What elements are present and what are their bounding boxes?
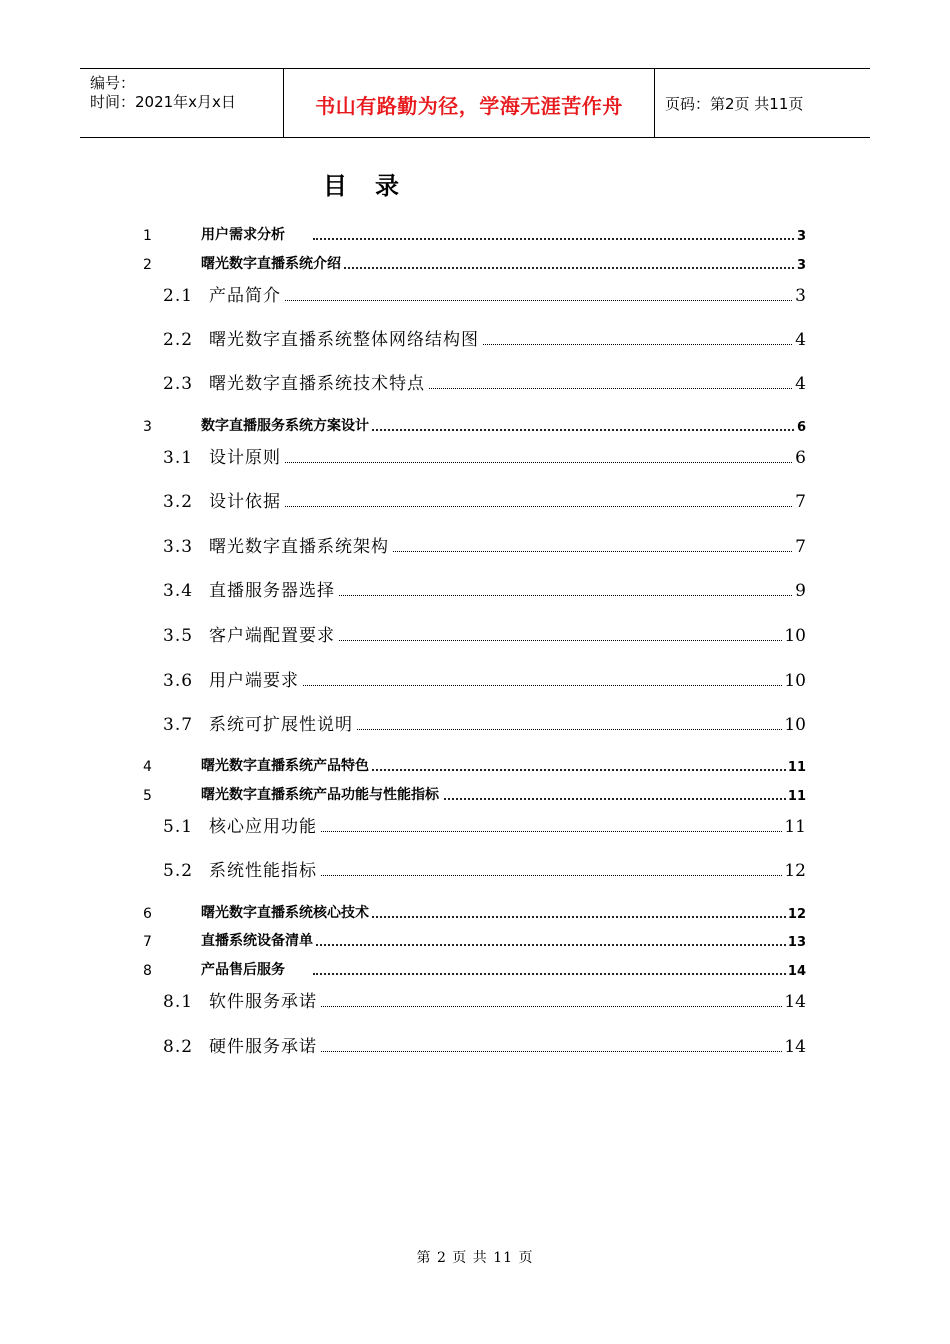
toc-entry[interactable] [143,531,806,557]
toc-entry[interactable] [143,575,806,601]
toc-entry[interactable] [143,324,806,350]
toc-entry-number: 3.5 [163,626,194,646]
toc-leader-dots [313,944,806,946]
header-page-info: 页码：第2页 共11页 [665,95,804,113]
toc-entry[interactable] [143,811,806,837]
toc-entry-page: 12 [784,861,806,881]
toc-entry-title: 用户端要求 [209,666,302,691]
toc-entry-page: 12 [787,907,806,922]
toc-entry-page: 7 [795,492,806,512]
toc-entry-page: 10 [784,671,806,691]
toc-entry-number: 3.1 [163,448,194,468]
document-time-label: 时间：2021年x月x日 [90,93,236,111]
toc-entry[interactable] [143,782,806,804]
header-meta-cell [80,69,283,137]
toc-entry-title: 曙光数字直播系统核心技术 [201,902,372,922]
toc-entry-number: 1 [143,228,152,244]
toc-entry[interactable] [143,928,806,950]
toc-entry-title: 用户需求分析 [201,224,288,244]
toc-entry-number: 8.1 [163,992,194,1012]
toc-entry[interactable] [143,251,806,273]
toc-leader-dots [313,429,806,431]
toc-entry[interactable] [143,620,806,646]
toc-entry-number: 3.3 [163,537,194,557]
toc-leader-dots [283,685,806,686]
header-page-cell [655,69,870,137]
header-motto: 书山有路勤为径，学海无涯苦作舟 [315,94,623,118]
toc-leader-dots [283,729,806,730]
toc-entry-title: 产品售后服务 [201,959,288,979]
toc-entry-page: 14 [787,964,806,979]
toc-entry-number: 4 [143,759,152,775]
toc-entry-number: 2.2 [163,330,194,350]
toc-entry-page: 14 [784,992,806,1012]
toc-entry[interactable] [143,900,806,922]
toc-entry-number: 5 [143,788,152,804]
document-number-label: 编号： [90,74,136,92]
toc-title: 目录 [323,172,427,200]
toc-leader-dots [283,831,806,832]
toc-entry-title: 直播系统设备清单 [201,930,316,950]
toc-entry[interactable] [143,442,806,468]
toc-entry[interactable] [143,413,806,435]
toc-leader-dots [313,973,806,975]
toc-entry-page: 3 [795,286,806,306]
toc-entry-number: 3 [143,419,152,435]
toc-entry[interactable] [143,665,806,691]
toc-entry-title: 系统可扩展性说明 [209,710,356,735]
toc-entry[interactable] [143,957,806,979]
toc-leader-dots [283,875,806,876]
toc-entry-page: 6 [795,448,806,468]
toc-entry-title: 软件服务承诺 [209,987,320,1012]
toc-entry[interactable] [143,1031,806,1057]
toc-entry-title: 硬件服务承诺 [209,1032,320,1057]
toc-leader-dots [283,595,806,596]
toc-entry-number: 8.2 [163,1037,194,1057]
toc-entry-title: 设计依据 [209,487,284,512]
toc-entry-number: 3.4 [163,581,194,601]
toc-leader-dots [283,506,806,507]
toc-entry-page: 3 [796,229,806,244]
toc-entry[interactable] [143,368,806,394]
toc-entry-title: 曙光数字直播系统产品功能与性能指标 [201,784,442,804]
toc-entry-title: 设计原则 [209,443,284,468]
toc-entry-page: 4 [795,374,806,394]
toc-entry-title: 核心应用功能 [209,812,320,837]
toc-entry[interactable] [143,280,806,306]
header-motto-cell [283,69,655,137]
toc-entry[interactable] [143,709,806,735]
toc-entry-number: 8 [143,963,152,979]
toc-entry-page: 14 [784,1037,806,1057]
toc-entry-number: 3.7 [163,715,194,735]
toc-entry[interactable] [143,486,806,512]
toc-entry-page: 6 [796,420,806,435]
toc-entry-title: 客户端配置要求 [209,621,338,646]
toc-entry[interactable] [143,855,806,881]
toc-entry[interactable] [143,222,806,244]
toc-entry-page: 11 [787,760,806,775]
toc-entry-title: 曙光数字直播系统整体网络结构图 [209,325,482,350]
toc-entry-number: 2 [143,257,152,273]
page-header [80,68,870,138]
toc-entry-page: 9 [795,581,806,601]
toc-leader-dots [313,238,806,240]
toc-entry-title: 系统性能指标 [209,856,320,881]
toc-leader-dots [313,267,806,269]
toc-leader-dots [283,1051,806,1052]
toc-entry-page: 7 [795,537,806,557]
toc-entry-title: 曙光数字直播系统架构 [209,532,392,557]
toc-entry-title: 直播服务器选择 [209,576,338,601]
toc-entry-page: 11 [787,789,806,804]
toc-entry-number: 7 [143,934,152,950]
toc-entry-number: 2.3 [163,374,194,394]
toc-entry-number: 2.1 [163,286,194,306]
toc-leader-dots [283,640,806,641]
toc-entry-number: 5.1 [163,817,194,837]
toc-entry-page: 11 [784,817,806,837]
toc-entry-page: 4 [795,330,806,350]
toc-entry[interactable] [143,753,806,775]
toc-entry-title: 产品简介 [209,281,284,306]
toc-entry[interactable] [143,986,806,1012]
toc-leader-dots [283,300,806,301]
toc-entry-number: 3.6 [163,671,194,691]
toc-entry-title: 曙光数字直播系统产品特色 [201,755,372,775]
toc-leader-dots [283,1006,806,1007]
page-footer: 第 2 页 共 11 页 [416,1250,534,1266]
toc-entry-number: 5.2 [163,861,194,881]
toc-entry-page: 10 [784,626,806,646]
toc-entry-title: 数字直播服务系统方案设计 [201,415,372,435]
toc-entry-title: 曙光数字直播系统技术特点 [209,369,428,394]
toc-entry-title: 曙光数字直播系统介绍 [201,253,344,273]
toc-leader-dots [313,769,806,771]
toc-entry-number: 3.2 [163,492,194,512]
toc-entry-page: 3 [796,258,806,273]
toc-entry-number: 6 [143,906,152,922]
toc-entry-page: 13 [787,935,806,950]
toc-entry-page: 10 [784,715,806,735]
toc-leader-dots [283,462,806,463]
toc-leader-dots [313,916,806,918]
